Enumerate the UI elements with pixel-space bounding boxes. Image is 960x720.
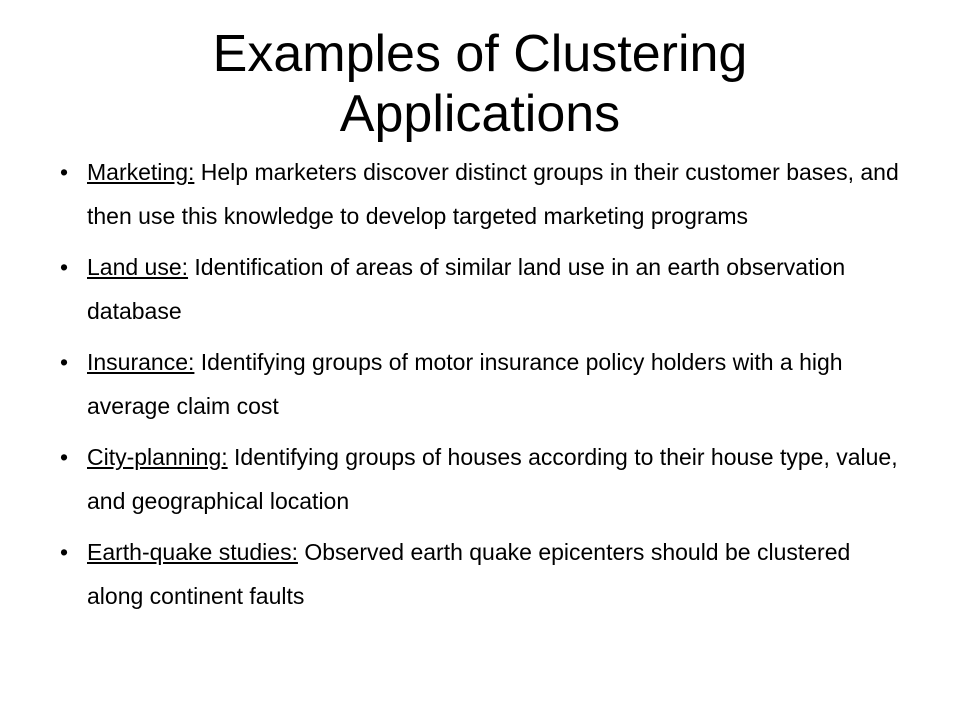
bullet-term: City-planning: (87, 444, 228, 470)
bullet-text: Identification of areas of similar land use in an earth observation database (87, 254, 846, 324)
bullet-term: Earth-quake studies: (87, 539, 298, 565)
bullet-icon: • (60, 159, 69, 185)
bullet-text: Help marketers discover distinct groups in their customer bases, and then use this knowledge to develop targeted marketing programs (87, 159, 899, 229)
bullet-icon: • (60, 539, 69, 565)
bullet-icon: • (60, 254, 69, 280)
bullet-list (60, 150, 900, 625)
bullet-item-city-planning (60, 435, 900, 523)
bullet-text: Identifying groups of houses according to their house type, value, and geographical location (87, 444, 898, 514)
slide-title: Examples of Clustering Applications (212, 25, 748, 143)
bullet-item-insurance (60, 340, 900, 428)
bullet-term: Insurance: (87, 349, 195, 375)
bullet-text: Identifying groups of motor insurance policy holders with a high average claim cost (87, 349, 843, 419)
bullet-icon: • (60, 349, 69, 375)
bullet-item-marketing (60, 150, 900, 238)
bullet-term: Marketing: (87, 159, 195, 185)
bullet-item-earthquake-studies (60, 530, 900, 618)
bullet-term: Land use: (87, 254, 189, 280)
bullet-icon: • (60, 444, 69, 470)
bullet-item-land-use (60, 245, 900, 333)
bullet-text: Observed earth quake epicenters should be clustered along continent faults (87, 539, 851, 609)
